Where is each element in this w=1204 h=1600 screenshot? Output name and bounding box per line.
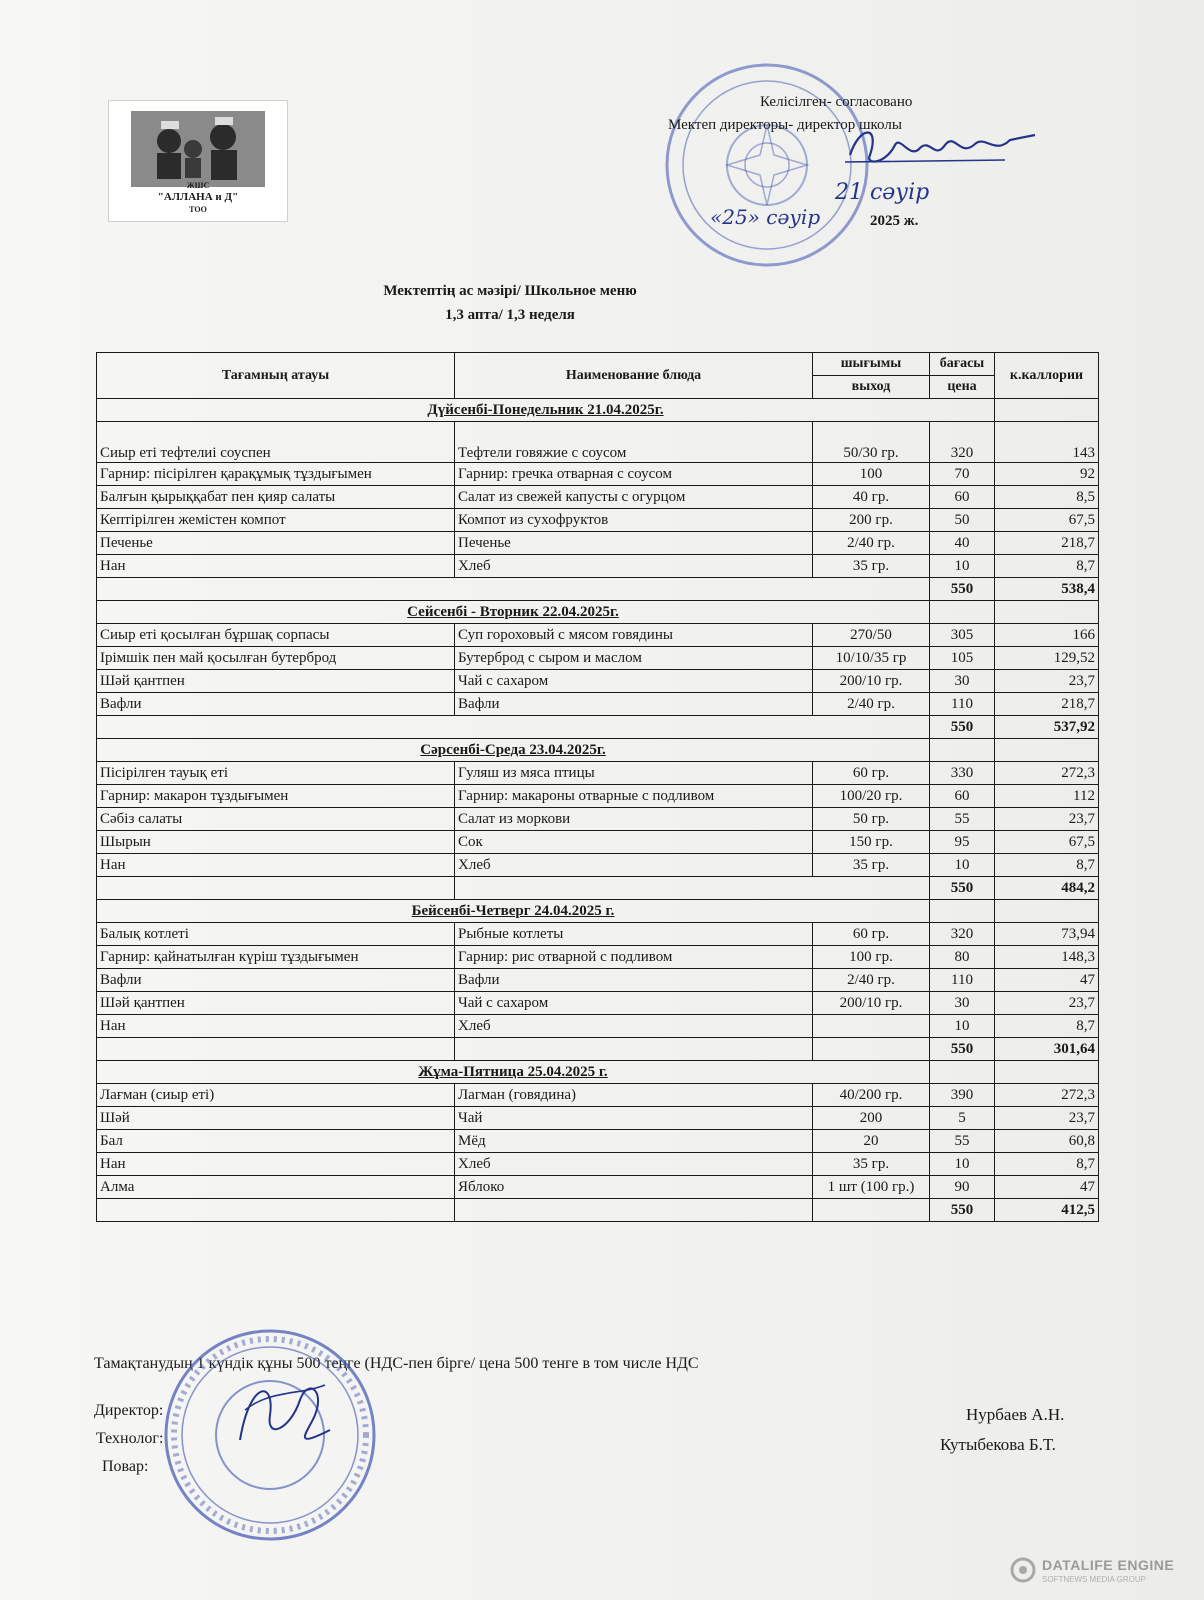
dish-kcal: 148,3 (995, 946, 1099, 969)
day-total-row (97, 578, 1099, 601)
day-total-row (97, 1199, 1099, 1222)
dish-price: 10 (930, 854, 995, 877)
director-signature-bottom-icon (230, 1370, 340, 1460)
dish-price: 10 (930, 1153, 995, 1176)
logo-org-kz: ЖШС (186, 181, 210, 190)
dish-price: 5 (930, 1107, 995, 1130)
day-total-kcal: 301,64 (995, 1038, 1099, 1061)
dish-name-kz: Балық котлеті (97, 923, 455, 946)
dish-name-kz: Алма (97, 1176, 455, 1199)
dish-yield: 60 гр. (813, 762, 930, 785)
day-title: Сәрсенбі-Среда 23.04.2025г. (97, 739, 930, 762)
table-row (97, 808, 1099, 831)
day-total-price: 550 (930, 716, 995, 739)
dish-kcal: 8,5 (995, 486, 1099, 509)
header-price-ru: цена (930, 376, 995, 399)
dish-name-kz: Нан (97, 854, 455, 877)
dish-yield: 40/200 гр. (813, 1084, 930, 1107)
dish-yield: 2/40 гр. (813, 532, 930, 555)
dish-yield: 2/40 гр. (813, 969, 930, 992)
table-row (97, 1107, 1099, 1130)
dish-yield: 150 гр. (813, 831, 930, 854)
dish-kcal: 8,7 (995, 1153, 1099, 1176)
director-label: Директор: (94, 1402, 164, 1419)
table-row (97, 1084, 1099, 1107)
menu-title: Мектептің ас мәзірі/ Школьное меню (383, 283, 637, 299)
table-row (97, 762, 1099, 785)
dish-kcal: 23,7 (995, 808, 1099, 831)
dish-name-kz: Гарнир: пісірілген қарақұмық тұздығымен (97, 463, 455, 486)
dish-price: 305 (930, 624, 995, 647)
dish-price: 60 (930, 486, 995, 509)
watermark (1010, 1555, 1190, 1589)
day-total-kcal: 412,5 (995, 1199, 1099, 1222)
logo-company-name: "АЛЛАНА и Д" (157, 191, 239, 203)
logo-org-ru: ТОО (189, 205, 207, 214)
dish-name-ru: Гарнир: гречка отварная с соусом (455, 463, 813, 486)
dish-kcal: 8,7 (995, 854, 1099, 877)
dish-name-ru: Чай с сахаром (455, 992, 813, 1015)
dish-price: 50 (930, 509, 995, 532)
dish-name-ru: Гарнир: рис отварной с подливом (455, 946, 813, 969)
dish-kcal: 23,7 (995, 670, 1099, 693)
dish-yield: 50 гр. (813, 808, 930, 831)
table-row (97, 946, 1099, 969)
approval-date-handwritten: «25» сәуір (710, 205, 821, 229)
day-total-price: 550 (930, 1199, 995, 1222)
table-row (97, 555, 1099, 578)
dish-price: 390 (930, 1084, 995, 1107)
dish-price: 95 (930, 831, 995, 854)
dish-name-kz: Пісірілген тауық еті (97, 762, 455, 785)
dish-name-ru: Бутерброд с сыром и маслом (455, 647, 813, 670)
dish-kcal: 218,7 (995, 693, 1099, 716)
dish-yield: 100 (813, 463, 930, 486)
dish-name-kz: Шәй қантпен (97, 670, 455, 693)
dish-kcal: 218,7 (995, 532, 1099, 555)
watermark-subtitle: SOFTNEWS MEDIA GROUP (1042, 1575, 1147, 1584)
dish-name-ru: Рыбные котлеты (455, 923, 813, 946)
dish-kcal: 23,7 (995, 1107, 1099, 1130)
dish-price: 110 (930, 969, 995, 992)
dish-name-kz: Нан (97, 1015, 455, 1038)
dish-price: 80 (930, 946, 995, 969)
table-row (97, 624, 1099, 647)
dish-price: 55 (930, 1130, 995, 1153)
table-row (97, 923, 1099, 946)
dish-name-ru: Печенье (455, 532, 813, 555)
dish-kcal: 272,3 (995, 762, 1099, 785)
menu-table (96, 352, 1099, 1222)
approval-line-agreed: Келісілген- согласовано (760, 94, 913, 110)
dish-yield: 200 гр. (813, 509, 930, 532)
day-title: Дүйсенбі-Понедельник 21.04.2025г. (97, 399, 995, 422)
dish-kcal: 272,3 (995, 1084, 1099, 1107)
header-yield-kz: шығымы (813, 353, 930, 376)
table-row (97, 1153, 1099, 1176)
dish-name-kz: Сәбіз салаты (97, 808, 455, 831)
dish-name-ru: Тефтели говяжие с соусом (455, 422, 813, 463)
dish-name-ru: Хлеб (455, 854, 813, 877)
header-name-ru: Наименование блюда (455, 353, 813, 399)
table-row (97, 992, 1099, 1015)
table-row (97, 532, 1099, 555)
dish-price: 105 (930, 647, 995, 670)
day-total-kcal: 484,2 (995, 877, 1099, 900)
table-row (97, 1015, 1099, 1038)
dish-yield: 20 (813, 1130, 930, 1153)
dish-name-ru: Салат из моркови (455, 808, 813, 831)
header-yield-ru: выход (813, 376, 930, 399)
dish-name-ru: Гарнир: макароны отварные с подливом (455, 785, 813, 808)
dish-price: 320 (930, 422, 995, 463)
day-header-row (97, 900, 1099, 923)
dish-yield: 200/10 гр. (813, 992, 930, 1015)
day-title: Сейсенбі - Вторник 22.04.2025г. (97, 601, 930, 624)
dish-yield: 10/10/35 гр (813, 647, 930, 670)
dish-name-kz: Печенье (97, 532, 455, 555)
dish-name-kz: Ірімшік пен май қосылған бутерброд (97, 647, 455, 670)
day-title: Бейсенбі-Четверг 24.04.2025 г. (97, 900, 930, 923)
dish-name-kz: Нан (97, 555, 455, 578)
dish-kcal: 47 (995, 1176, 1099, 1199)
company-logo (108, 100, 288, 222)
day-header-row (97, 1061, 1099, 1084)
dish-name-ru: Вафли (455, 969, 813, 992)
dish-kcal: 129,52 (995, 647, 1099, 670)
dish-price: 55 (930, 808, 995, 831)
dish-yield: 200 (813, 1107, 930, 1130)
table-row (97, 831, 1099, 854)
table-row (97, 693, 1099, 716)
day-header-row (97, 601, 1099, 624)
table-row (97, 1176, 1099, 1199)
dish-price: 40 (930, 532, 995, 555)
table-row (97, 1130, 1099, 1153)
dish-name-kz: Шәй (97, 1107, 455, 1130)
dish-yield: 50/30 гр. (813, 422, 930, 463)
dish-yield: 200/10 гр. (813, 670, 930, 693)
dish-kcal: 112 (995, 785, 1099, 808)
dish-name-kz: Вафли (97, 693, 455, 716)
dish-price: 320 (930, 923, 995, 946)
technologist-name: Кутыбекова Б.Т. (940, 1435, 1056, 1454)
day-total-row (97, 1038, 1099, 1061)
dish-kcal: 23,7 (995, 992, 1099, 1015)
dish-name-ru: Хлеб (455, 1153, 813, 1176)
cook-label: Повар: (102, 1458, 149, 1475)
dish-yield (813, 1015, 930, 1038)
dish-yield: 100/20 гр. (813, 785, 930, 808)
dish-name-ru: Чай (455, 1107, 813, 1130)
dish-yield: 60 гр. (813, 923, 930, 946)
dish-name-kz: Нан (97, 1153, 455, 1176)
dish-kcal: 47 (995, 969, 1099, 992)
dish-name-ru: Чай с сахаром (455, 670, 813, 693)
dish-price: 30 (930, 992, 995, 1015)
dish-price: 60 (930, 785, 995, 808)
table-row (97, 785, 1099, 808)
dish-name-ru: Хлеб (455, 555, 813, 578)
dish-price: 110 (930, 693, 995, 716)
day-total-kcal: 538,4 (995, 578, 1099, 601)
approval-month-handwritten: 21 сәуір (835, 180, 930, 205)
table-row (97, 509, 1099, 532)
header-price-kz: бағасы (930, 353, 995, 376)
day-total-row (97, 877, 1099, 900)
table-row (97, 422, 1099, 463)
dish-yield: 270/50 (813, 624, 930, 647)
dish-yield: 2/40 гр. (813, 693, 930, 716)
technologist-label: Технолог: (96, 1430, 164, 1447)
day-total-kcal: 537,92 (995, 716, 1099, 739)
dish-name-kz: Гарнир: қайнатылған күріш тұздығымен (97, 946, 455, 969)
dish-name-kz: Балғын қырыққабат пен қияр салаты (97, 486, 455, 509)
dish-name-kz: Сиыр еті тефтелиі соуспен (97, 422, 455, 463)
dish-name-ru: Вафли (455, 693, 813, 716)
day-total-row (97, 716, 1099, 739)
dish-kcal: 8,7 (995, 555, 1099, 578)
dish-name-ru: Гуляш из мяса птицы (455, 762, 813, 785)
dish-name-kz: Шәй қантпен (97, 992, 455, 1015)
dish-name-ru: Яблоко (455, 1176, 813, 1199)
director-name: Нурбаев А.Н. (966, 1405, 1065, 1424)
day-title: Жұма-Пятница 25.04.2025 г. (97, 1061, 930, 1084)
dish-name-ru: Компот из сухофруктов (455, 509, 813, 532)
approval-year: 2025 ж. (870, 213, 919, 229)
dish-kcal: 60,8 (995, 1130, 1099, 1153)
table-row (97, 486, 1099, 509)
chef-children-logo-icon (131, 111, 265, 187)
dish-yield: 35 гр. (813, 854, 930, 877)
watermark-title: DATALIFE ENGINE (1042, 1557, 1175, 1573)
day-total-price: 550 (930, 1038, 995, 1061)
dish-name-kz: Бал (97, 1130, 455, 1153)
dish-name-kz: Шырын (97, 831, 455, 854)
datalife-logo-icon (1010, 1557, 1036, 1583)
dish-price: 330 (930, 762, 995, 785)
dish-name-ru: Салат из свежей капусты с огурцом (455, 486, 813, 509)
dish-name-ru: Сок (455, 831, 813, 854)
day-header-row (97, 739, 1099, 762)
dish-name-kz: Гарнир: макарон тұздығымен (97, 785, 455, 808)
table-row (97, 854, 1099, 877)
dish-name-ru: Мёд (455, 1130, 813, 1153)
table-row (97, 969, 1099, 992)
dish-name-ru: Суп гороховый с мясом говядины (455, 624, 813, 647)
dish-yield: 35 гр. (813, 555, 930, 578)
dish-price: 10 (930, 555, 995, 578)
dish-name-ru: Хлеб (455, 1015, 813, 1038)
dish-price: 30 (930, 670, 995, 693)
dish-price: 70 (930, 463, 995, 486)
dish-yield: 100 гр. (813, 946, 930, 969)
dish-name-ru: Лагман (говядина) (455, 1084, 813, 1107)
dish-kcal: 8,7 (995, 1015, 1099, 1038)
dish-price: 10 (930, 1015, 995, 1038)
dish-kcal: 73,94 (995, 923, 1099, 946)
header-kcal: к.каллории (995, 353, 1099, 399)
dish-yield: 1 шт (100 гр.) (813, 1176, 930, 1199)
daily-price-note: Тамақтанудың 1 күндік құны 500 теңге (НДС-пен бірге/ цена 500 тенге в том числе НДС (94, 1355, 699, 1372)
dish-yield: 40 гр. (813, 486, 930, 509)
dish-name-kz: Сиыр еті қосылған бұршақ сорпасы (97, 624, 455, 647)
dish-kcal: 92 (995, 463, 1099, 486)
table-row (97, 647, 1099, 670)
dish-name-kz: Кептірілген жемістен компот (97, 509, 455, 532)
day-header-row (97, 399, 1099, 422)
director-signature-icon (840, 120, 1040, 180)
dish-name-kz: Вафли (97, 969, 455, 992)
dish-kcal: 67,5 (995, 831, 1099, 854)
dish-yield: 35 гр. (813, 1153, 930, 1176)
day-total-price: 550 (930, 578, 995, 601)
table-row (97, 670, 1099, 693)
menu-subtitle: 1,3 апта/ 1,3 неделя (445, 307, 575, 323)
dish-kcal: 166 (995, 624, 1099, 647)
dish-kcal: 67,5 (995, 509, 1099, 532)
dish-name-kz: Лағман (сиыр еті) (97, 1084, 455, 1107)
day-total-price: 550 (930, 877, 995, 900)
dish-price: 90 (930, 1176, 995, 1199)
table-row (97, 463, 1099, 486)
approval-line-director: Мектеп директоры- директор школы (668, 117, 902, 133)
header-name-kz: Тағамның атауы (97, 353, 455, 399)
dish-kcal: 143 (995, 422, 1099, 463)
